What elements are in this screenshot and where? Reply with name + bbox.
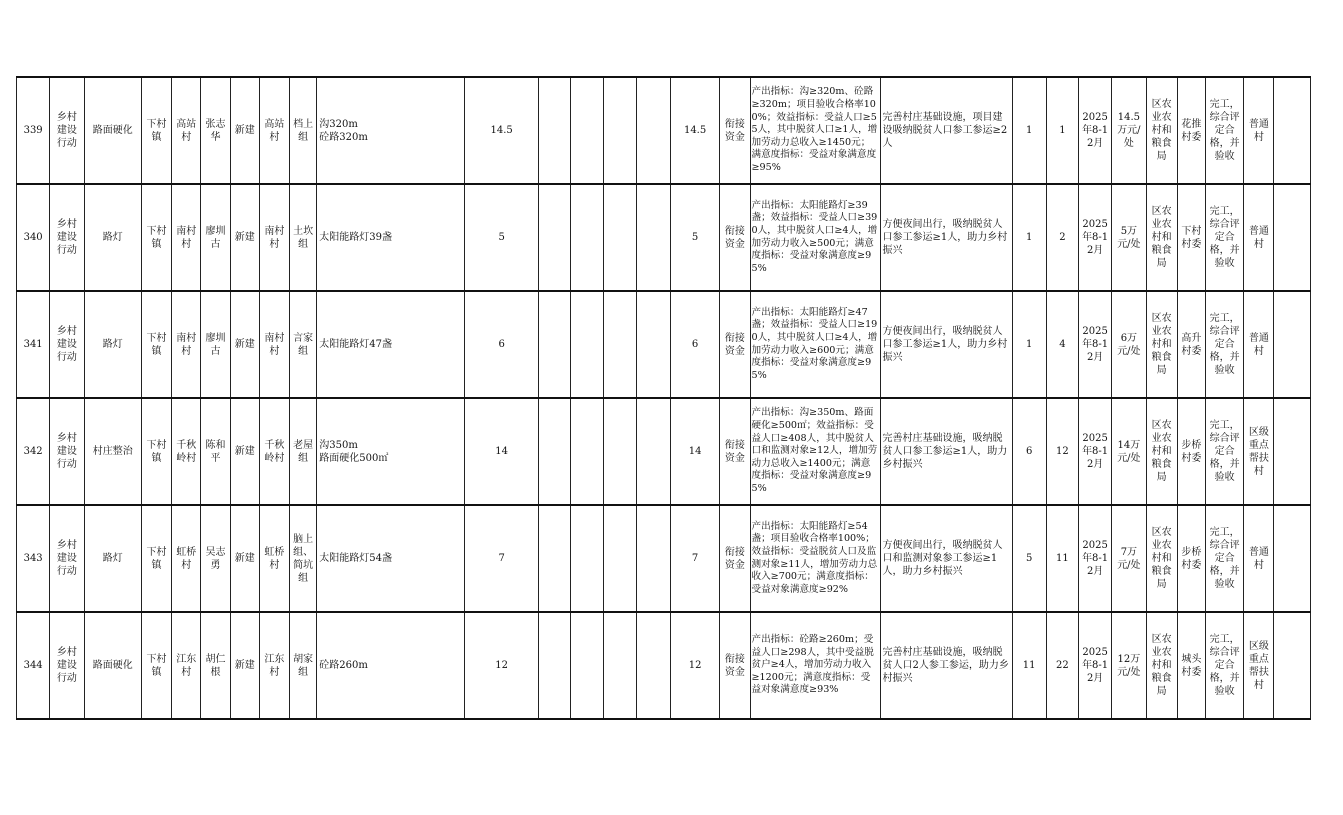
performance-indicators-cell: 产出指标：太阳能路灯≥39盏；效益指标：受益人口≥390人，其中脱贫人口≥4人，增加劳动力收入≥500元；满意度指标：受益对象满意度≥95% bbox=[750, 184, 880, 291]
project-type-cell: 路灯 bbox=[84, 184, 141, 291]
acceptance-cell: 完工，综合评定合格，并验收 bbox=[1205, 398, 1243, 505]
construction-content-cell: 沟350m 路面硬化500㎡ bbox=[317, 398, 465, 505]
category-cell: 乡村建设行动 bbox=[50, 184, 84, 291]
category-cell: 乡村建设行动 bbox=[50, 291, 84, 398]
beneficiary-people-cell: 11 bbox=[1046, 505, 1078, 612]
owner-cell: 高升村委 bbox=[1177, 291, 1205, 398]
project-table bbox=[16, 76, 1311, 720]
table-row bbox=[17, 184, 1311, 291]
fund-col-e-cell: 14.5 bbox=[670, 77, 719, 184]
fund-col-a-cell bbox=[538, 291, 570, 398]
fund-col-b-cell bbox=[571, 505, 604, 612]
beneficiary-households-cell: 1 bbox=[1012, 77, 1046, 184]
subsidy-standard-cell: 12万元/处 bbox=[1112, 612, 1146, 719]
performance-indicators-cell: 产出指标：沟≥350m、路面硬化≥500㎡；效益指标：受益人口≥408人，其中脱贫人口和监测对象≥12人，增加劳动力总收入≥1400元；满意度指标：受益对象满意度≥95% bbox=[750, 398, 880, 505]
fund-col-b-cell bbox=[571, 612, 604, 719]
beneficiary-people-cell: 2 bbox=[1046, 184, 1078, 291]
leader-cell: 廖圳古 bbox=[201, 184, 230, 291]
town-cell: 下村镇 bbox=[141, 612, 171, 719]
category-cell: 乡村建设行动 bbox=[50, 398, 84, 505]
department-cell: 区农业农村和粮食局 bbox=[1146, 291, 1177, 398]
category-cell: 乡村建设行动 bbox=[50, 505, 84, 612]
village-cell: 高站村 bbox=[172, 77, 201, 184]
row-number: 342 bbox=[17, 398, 50, 505]
leader-cell: 廖圳古 bbox=[201, 291, 230, 398]
village-cell: 千秋岭村 bbox=[172, 398, 201, 505]
fund-col-d-cell bbox=[636, 77, 670, 184]
construction-nature-cell: 新建 bbox=[230, 612, 259, 719]
project-type-cell: 路灯 bbox=[84, 291, 141, 398]
village-cell: 南村村 bbox=[172, 184, 201, 291]
construction-nature-cell: 新建 bbox=[230, 291, 259, 398]
department-cell: 区农业农村和粮食局 bbox=[1146, 184, 1177, 291]
construction-content-cell: 沟320m 砼路320m bbox=[317, 77, 465, 184]
village-cell: 虹桥村 bbox=[172, 505, 201, 612]
group-cell: 言家组 bbox=[290, 291, 317, 398]
beneficiary-people-cell: 1 bbox=[1046, 77, 1078, 184]
location-village-cell: 千秋岭村 bbox=[259, 398, 289, 505]
construction-nature-cell: 新建 bbox=[230, 505, 259, 612]
fund-col-b-cell bbox=[571, 291, 604, 398]
department-cell: 区农业农村和粮食局 bbox=[1146, 77, 1177, 184]
fund-col-d-cell bbox=[636, 291, 670, 398]
village-type-cell: 区级重点帮扶村 bbox=[1244, 612, 1274, 719]
village-cell: 南村村 bbox=[172, 291, 201, 398]
town-cell: 下村镇 bbox=[141, 291, 171, 398]
fund-col-c-cell bbox=[604, 398, 636, 505]
fund-source-cell: 衔接资金 bbox=[720, 291, 750, 398]
total-fund-cell: 12 bbox=[465, 612, 539, 719]
period-cell: 2025年8-12月 bbox=[1079, 398, 1112, 505]
period-cell: 2025年8-12月 bbox=[1079, 77, 1112, 184]
village-type-cell: 普通村 bbox=[1244, 291, 1274, 398]
remark-cell bbox=[1274, 612, 1311, 719]
leader-cell: 陈和平 bbox=[201, 398, 230, 505]
department-cell: 区农业农村和粮食局 bbox=[1146, 505, 1177, 612]
beneficiary-households-cell: 1 bbox=[1012, 184, 1046, 291]
fund-col-a-cell bbox=[538, 77, 570, 184]
benefit-mechanism-cell: 方便夜间出行，吸纳脱贫人口参工参运≥1人，助力乡村振兴 bbox=[880, 184, 1012, 291]
fund-col-e-cell: 14 bbox=[670, 398, 719, 505]
fund-source-cell: 衔接资金 bbox=[720, 505, 750, 612]
fund-source-cell: 衔接资金 bbox=[720, 612, 750, 719]
construction-content-cell: 太阳能路灯54盏 bbox=[317, 505, 465, 612]
benefit-mechanism-cell: 完善村庄基础设施，吸纳脱贫人口2人参工参运，助力乡村振兴 bbox=[880, 612, 1012, 719]
town-cell: 下村镇 bbox=[141, 184, 171, 291]
period-cell: 2025年8-12月 bbox=[1079, 612, 1112, 719]
location-village-cell: 南村村 bbox=[259, 291, 289, 398]
construction-nature-cell: 新建 bbox=[230, 398, 259, 505]
acceptance-cell: 完工，综合评定合格，并验收 bbox=[1205, 184, 1243, 291]
fund-col-e-cell: 5 bbox=[670, 184, 719, 291]
remark-cell bbox=[1274, 77, 1311, 184]
project-type-cell: 村庄整治 bbox=[84, 398, 141, 505]
owner-cell: 下村村委 bbox=[1177, 184, 1205, 291]
group-cell: 胡家组 bbox=[290, 612, 317, 719]
row-number: 339 bbox=[17, 77, 50, 184]
total-fund-cell: 6 bbox=[465, 291, 539, 398]
town-cell: 下村镇 bbox=[141, 77, 171, 184]
owner-cell: 步桥村委 bbox=[1177, 398, 1205, 505]
total-fund-cell: 14.5 bbox=[465, 77, 539, 184]
category-cell: 乡村建设行动 bbox=[50, 612, 84, 719]
fund-col-d-cell bbox=[636, 505, 670, 612]
table-row bbox=[17, 77, 1311, 184]
beneficiary-people-cell: 4 bbox=[1046, 291, 1078, 398]
group-cell: 老屋组 bbox=[290, 398, 317, 505]
subsidy-standard-cell: 14万元/处 bbox=[1112, 398, 1146, 505]
village-type-cell: 普通村 bbox=[1244, 184, 1274, 291]
remark-cell bbox=[1274, 184, 1311, 291]
fund-col-c-cell bbox=[604, 505, 636, 612]
row-number: 340 bbox=[17, 184, 50, 291]
construction-content-cell: 砼路260m bbox=[317, 612, 465, 719]
benefit-mechanism-cell: 方便夜间出行，吸纳脱贫人口参工参运≥1人，助力乡村振兴 bbox=[880, 291, 1012, 398]
acceptance-cell: 完工，综合评定合格，并验收 bbox=[1205, 505, 1243, 612]
owner-cell: 花推村委 bbox=[1177, 77, 1205, 184]
town-cell: 下村镇 bbox=[141, 398, 171, 505]
subsidy-standard-cell: 14.5万元/处 bbox=[1112, 77, 1146, 184]
construction-content-cell: 太阳能路灯39盏 bbox=[317, 184, 465, 291]
fund-col-d-cell bbox=[636, 398, 670, 505]
benefit-mechanism-cell: 方便夜间出行，吸纳脱贫人口和监测对象参工参运≥1人，助力乡村振兴 bbox=[880, 505, 1012, 612]
fund-col-d-cell bbox=[636, 612, 670, 719]
beneficiary-households-cell: 1 bbox=[1012, 291, 1046, 398]
period-cell: 2025年8-12月 bbox=[1079, 291, 1112, 398]
benefit-mechanism-cell: 完善村庄基础设施，吸纳脱贫人口参工参运≥1人，助力乡村振兴 bbox=[880, 398, 1012, 505]
performance-indicators-cell: 产出指标：砼路≥260m；受益人口≥298人，其中受益脱贫户≥4人，增加劳动力收入≥1200元；满意度指标：受益对象满意度≥93% bbox=[750, 612, 880, 719]
subsidy-standard-cell: 5万元/处 bbox=[1112, 184, 1146, 291]
table-row bbox=[17, 291, 1311, 398]
fund-source-cell: 衔接资金 bbox=[720, 77, 750, 184]
acceptance-cell: 完工，综合评定合格，并验收 bbox=[1205, 291, 1243, 398]
beneficiary-households-cell: 5 bbox=[1012, 505, 1046, 612]
fund-col-c-cell bbox=[604, 291, 636, 398]
fund-col-a-cell bbox=[538, 398, 570, 505]
fund-col-c-cell bbox=[604, 612, 636, 719]
project-type-cell: 路灯 bbox=[84, 505, 141, 612]
performance-indicators-cell: 产出指标：沟≥320m、砼路≥320m；项目验收合格率100%；效益指标：受益人口≥55人，其中脱贫人口≥1人，增加劳动力总收入≥1450元；满意度指标：受益对象满意度≥95% bbox=[750, 77, 880, 184]
leader-cell: 吴志勇 bbox=[201, 505, 230, 612]
total-fund-cell: 7 bbox=[465, 505, 539, 612]
fund-col-b-cell bbox=[571, 77, 604, 184]
category-cell: 乡村建设行动 bbox=[50, 77, 84, 184]
village-type-cell: 普通村 bbox=[1244, 77, 1274, 184]
beneficiary-households-cell: 6 bbox=[1012, 398, 1046, 505]
subsidy-standard-cell: 6万元/处 bbox=[1112, 291, 1146, 398]
beneficiary-people-cell: 22 bbox=[1046, 612, 1078, 719]
remark-cell bbox=[1274, 505, 1311, 612]
table-row bbox=[17, 612, 1311, 719]
leader-cell: 张志华 bbox=[201, 77, 230, 184]
fund-source-cell: 衔接资金 bbox=[720, 184, 750, 291]
village-type-cell: 区级重点帮扶村 bbox=[1244, 398, 1274, 505]
remark-cell bbox=[1274, 291, 1311, 398]
fund-col-e-cell: 7 bbox=[670, 505, 719, 612]
owner-cell: 城头村委 bbox=[1177, 612, 1205, 719]
acceptance-cell: 完工，综合评定合格，并验收 bbox=[1205, 612, 1243, 719]
acceptance-cell: 完工，综合评定合格，并验收 bbox=[1205, 77, 1243, 184]
row-number: 343 bbox=[17, 505, 50, 612]
fund-col-a-cell bbox=[538, 184, 570, 291]
performance-indicators-cell: 产出指标：太阳能路灯≥54盏；项目验收合格率100%；效益指标：受益脱贫人口及监测对象≥11人，增加劳动力总收入≥700元；满意度指标：受益对象满意度≥92% bbox=[750, 505, 880, 612]
fund-col-e-cell: 12 bbox=[670, 612, 719, 719]
project-type-cell: 路面硬化 bbox=[84, 612, 141, 719]
owner-cell: 步桥村委 bbox=[1177, 505, 1205, 612]
town-cell: 下村镇 bbox=[141, 505, 171, 612]
construction-nature-cell: 新建 bbox=[230, 77, 259, 184]
period-cell: 2025年8-12月 bbox=[1079, 184, 1112, 291]
location-village-cell: 江东村 bbox=[259, 612, 289, 719]
fund-col-a-cell bbox=[538, 505, 570, 612]
period-cell: 2025年8-12月 bbox=[1079, 505, 1112, 612]
fund-col-d-cell bbox=[636, 184, 670, 291]
total-fund-cell: 5 bbox=[465, 184, 539, 291]
beneficiary-people-cell: 12 bbox=[1046, 398, 1078, 505]
project-type-cell: 路面硬化 bbox=[84, 77, 141, 184]
department-cell: 区农业农村和粮食局 bbox=[1146, 398, 1177, 505]
performance-indicators-cell: 产出指标：太阳能路灯≥47盏；效益指标：受益人口≥190人，其中脱贫人口≥4人，增加劳动力收入≥600元；满意度指标：受益对象满意度≥95% bbox=[750, 291, 880, 398]
table-row bbox=[17, 505, 1311, 612]
group-cell: 土坎组 bbox=[290, 184, 317, 291]
benefit-mechanism-cell: 完善村庄基础设施，项目建设吸纳脱贫人口参工参运≥2人 bbox=[880, 77, 1012, 184]
row-number: 344 bbox=[17, 612, 50, 719]
group-cell: 档上组 bbox=[290, 77, 317, 184]
table-row bbox=[17, 398, 1311, 505]
construction-nature-cell: 新建 bbox=[230, 184, 259, 291]
location-village-cell: 虹桥村 bbox=[259, 505, 289, 612]
location-village-cell: 南村村 bbox=[259, 184, 289, 291]
leader-cell: 胡仁根 bbox=[201, 612, 230, 719]
fund-col-c-cell bbox=[604, 184, 636, 291]
total-fund-cell: 14 bbox=[465, 398, 539, 505]
fund-source-cell: 衔接资金 bbox=[720, 398, 750, 505]
fund-col-b-cell bbox=[571, 398, 604, 505]
department-cell: 区农业农村和粮食局 bbox=[1146, 612, 1177, 719]
fund-col-a-cell bbox=[538, 612, 570, 719]
remark-cell bbox=[1274, 398, 1311, 505]
village-cell: 江东村 bbox=[172, 612, 201, 719]
fund-col-e-cell: 6 bbox=[670, 291, 719, 398]
fund-col-b-cell bbox=[571, 184, 604, 291]
subsidy-standard-cell: 7万元/处 bbox=[1112, 505, 1146, 612]
row-number: 341 bbox=[17, 291, 50, 398]
beneficiary-households-cell: 11 bbox=[1012, 612, 1046, 719]
fund-col-c-cell bbox=[604, 77, 636, 184]
village-type-cell: 普通村 bbox=[1244, 505, 1274, 612]
group-cell: 脑上组、简坑组 bbox=[290, 505, 317, 612]
location-village-cell: 高站村 bbox=[259, 77, 289, 184]
construction-content-cell: 太阳能路灯47盏 bbox=[317, 291, 465, 398]
